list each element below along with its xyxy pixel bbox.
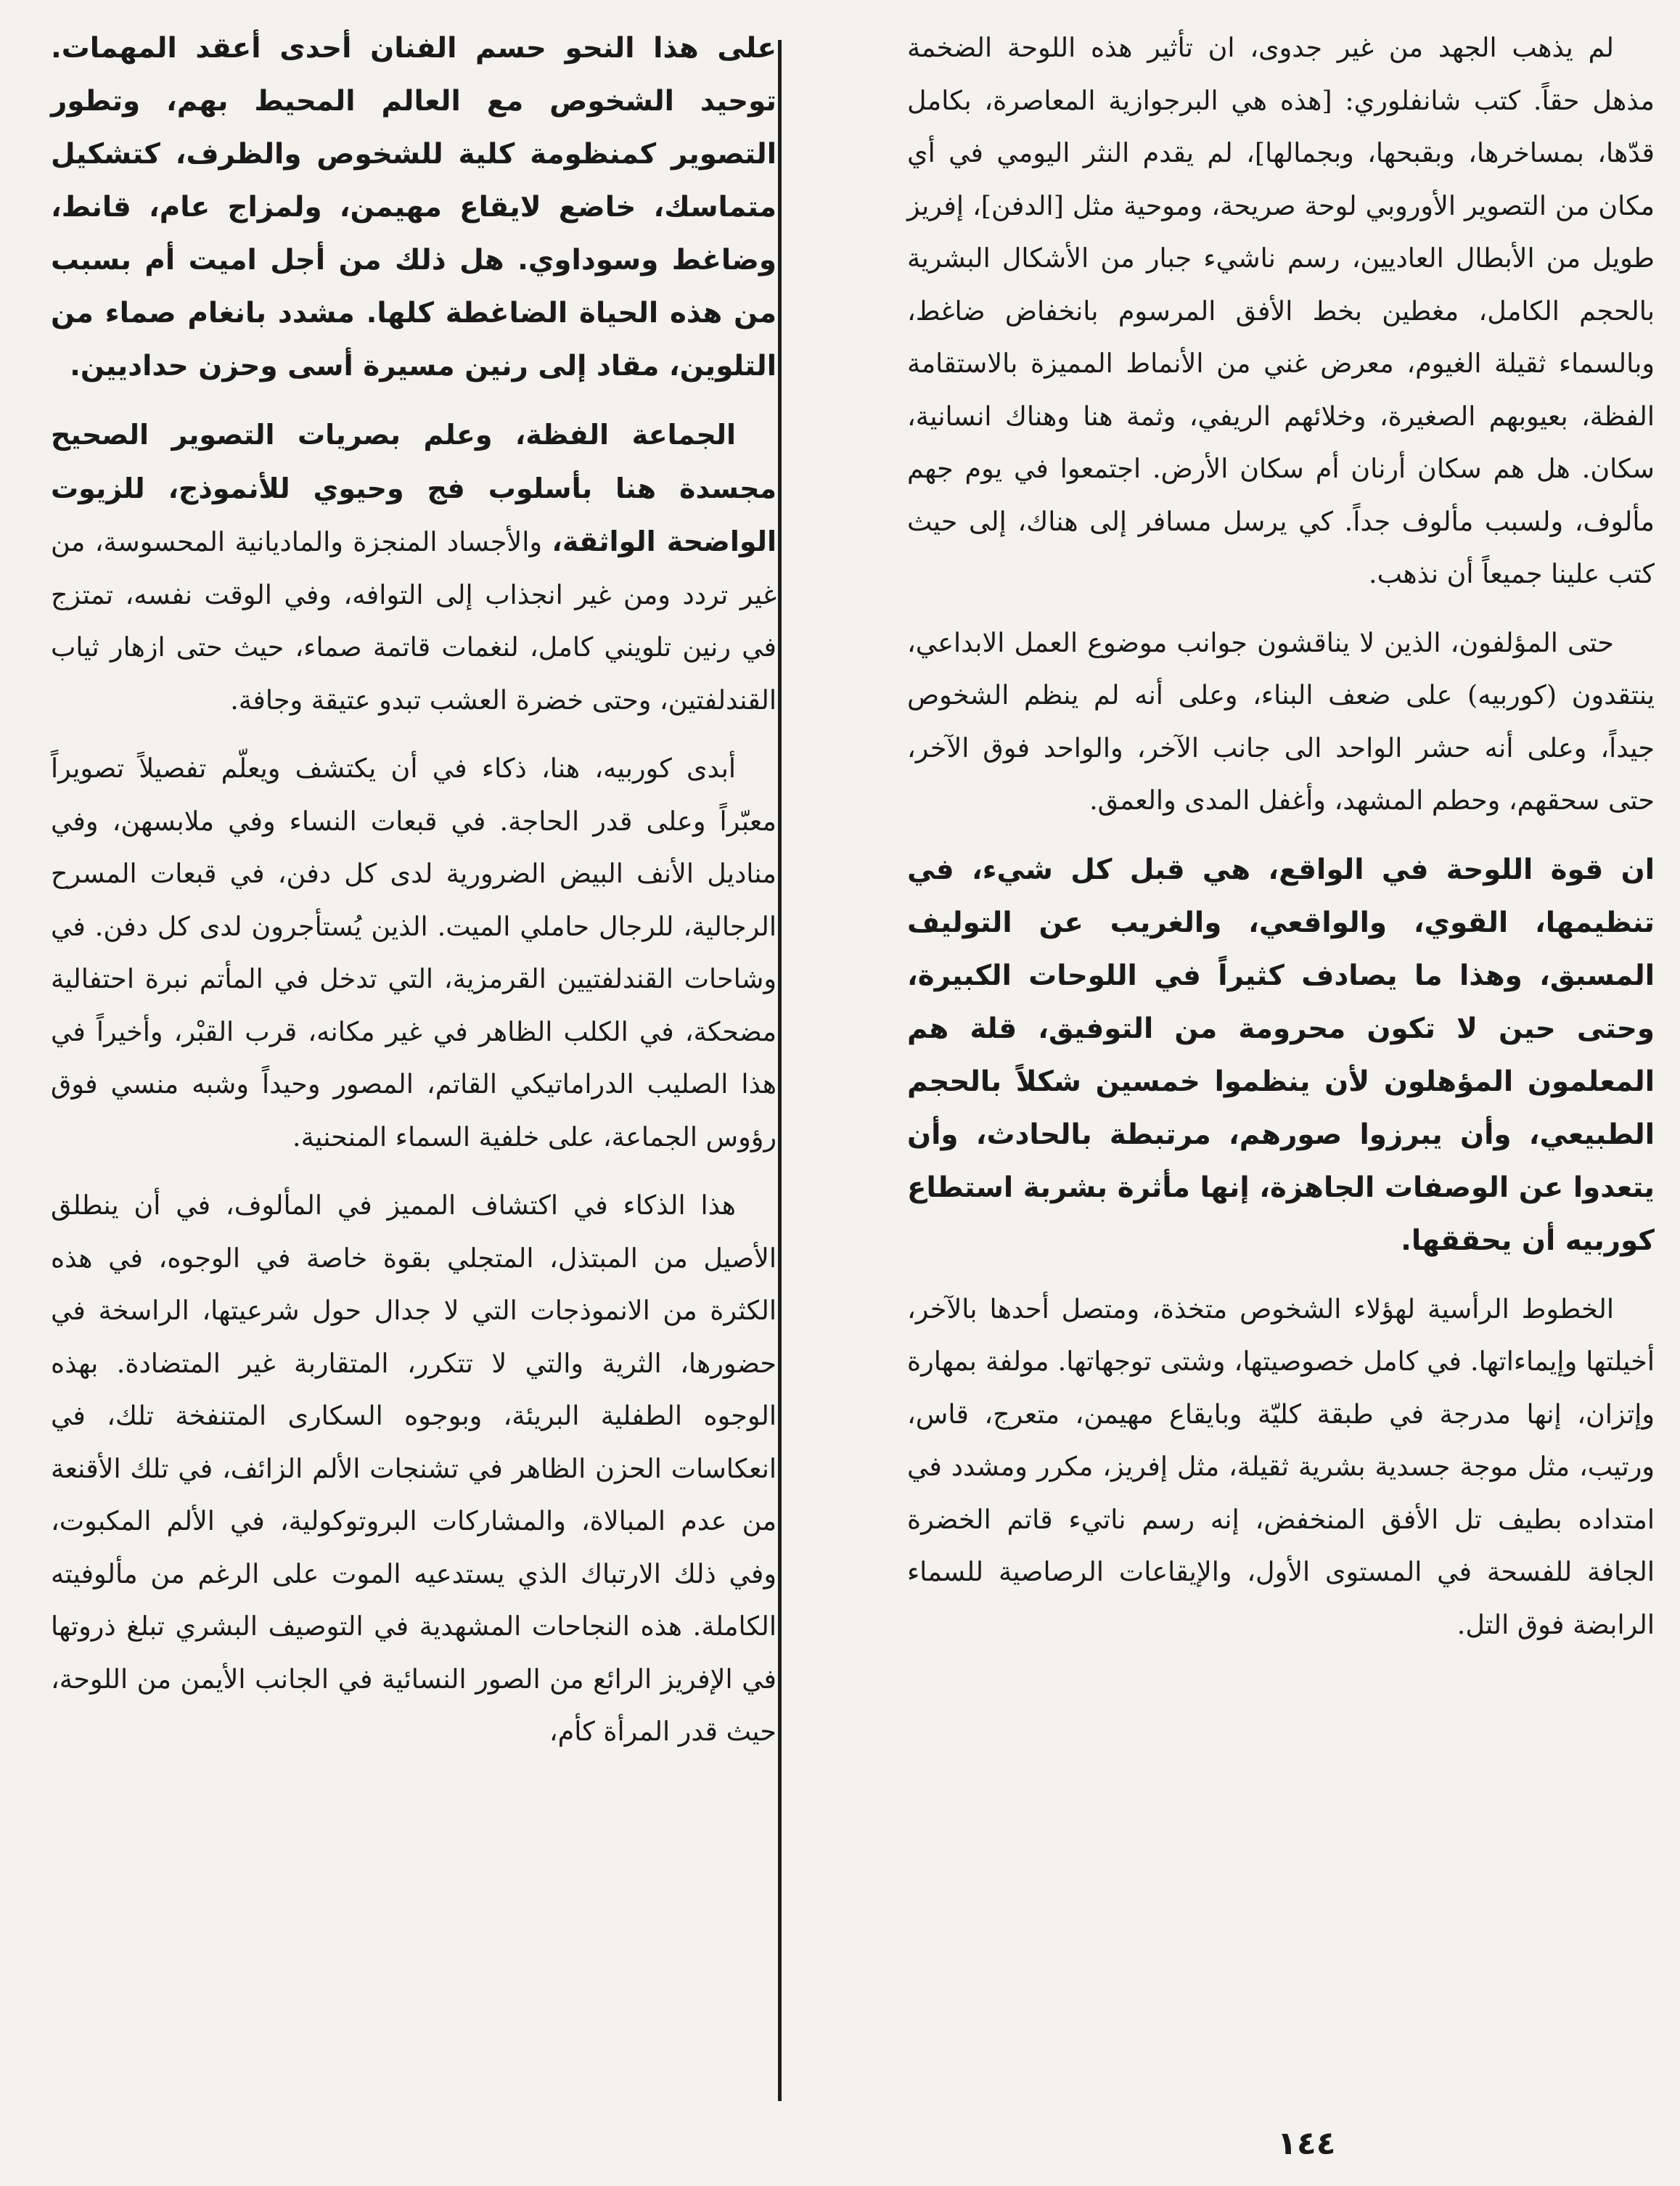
right-paragraph-1: لم يذهب الجهد من غير جدوى، ان تأثير هذه اللوحة الضخمة مذهل حقاً. كتب شانفلوري: [هذه هي البرجوازية المعاصرة، بكامل قدّها، بمساخرها، وبقبحها، وبجمالها]، لم يقدم النثر اليومي في أي مكان من التصوير الأوروبي لوحة صريحة، وموحية مثل [الدفن]، إفريز طويل من الأبطال العاديين، رسم ناشيء جبار من الأشكال البشرية بالحجم الكامل، مغطين بخط الأفق المرسوم بانخفاض ضاغط، وبالسماء ثقيلة الغيوم، معرض غني من الأنماط المميزة بالاستقامة الفظة، بعيوبهم الصغيرة، وخلائهم الريفي، وثمة هنا وهناك انسانية، سكان. هل هم سكان أرنان أم سكان الأرض. اجتمعوا في يوم جهم مألوف، ولسبب مألوف جداً. كي يرسل مسافر إلى هناك، إلى حيث كتب علينا جميعاً أن نذهب. bbox=[907, 32, 1655, 589]
right-paragraph-2: حتى المؤلفون، الذين لا يناقشون جوانب موضوع العمل الابداعي، ينتقدون (كوربيه) على ضعف البناء، وعلى أنه لم ينظم الشخوص جيداً، وعلى أنه حشر الواحد الى جانب الآخر، والواحد فوق الآخر، حتى سحقهم، وحطم المشهد، وأغفل المدى والعمق. bbox=[907, 626, 1655, 816]
right-paragraph-3-bold: ان قوة اللوحة في الواقع، هي قبل كل شيء، في تنظيمها، القوي، والواقعي، والغريب عن التوليف المسبق، وهذا ما يصادف كثيراً في اللوحات الكبيرة، وحتى حين لا تكون محرومة من التوفيق، قلة هم المعلمون المؤهلون لأن ينظموا خمسين شكلاً بالحجم الطبيعي، وأن يبرزوا صورهم، مرتبطة بالحادث، وأن يتعدوا عن الوصفات الجاهزة، إنها مأثرة بشربة استطاع كوربيه أن يحققها. bbox=[907, 853, 1655, 1257]
page-number: ١٤٤ bbox=[1277, 2125, 1336, 2162]
left-paragraph-2-bold-lead: الجماعة الفظة، وعلم بصريات التصوير الصحيح مجسدة هنا بأسلوب فج وحيوي للأنموذج، للزيوت الواضحة الواثقة، bbox=[51, 419, 777, 557]
right-paragraph-4: الخطوط الرأسية لهؤلاء الشخوص متخذة، ومتصل أحدها بالآخر، أخيلتها وإيماءاتها. في كامل خصوصيتها، وشتى توجهاتها. مولفة بمهارة وإتزان، إنها مدرجة في طبقة كليّة وبايقاع مهيمن، متعرج، قاس، ورتيب، مثل موجة جسدية بشرية ثقيلة، مثل إفريز، مكرر ومشدد في امتداده بطيف تل الأفق المنخفض، إنه رسم ناتيء قاتم الخضرة الجافة للفسحة في المستوى الأول، والإيقاعات الرصاصية للسماء الرابضة فوق التل. bbox=[907, 1293, 1655, 1640]
left-paragraph-4: هذا الذكاء في اكتشاف المميز في المألوف، في أن ينطلق الأصيل من المبتذل، المتجلي بقوة خاصة في الوجوه، في هذه الكثرة من الانموذجات التي لا جدال حول شرعيتها، الراسخة في حضورها، الثرية والتي لا تتكرر، المتقاربة غير المتضادة. بهذه الوجوه الطفلية البريئة، وبوجوه السكارى المتنفخة تلك، في انعكاسات الحزن الظاهر في تشنجات الألم الزائف، في تلك الأقنعة من عدم المبالاة، والمشاركات البروتوكولية، في الألم المكبوت، وفي ذلك الارتباك الذي يستدعيه الموت على الرغم من مألوفيته الكاملة. هذه النجاحات المشهدية في التوصيف البشري تبلغ ذروتها في الإفريز الرائع من الصور النسائية في الجانب الأيمن من اللوحة، حيث قدر المرأة كأم، bbox=[51, 1190, 777, 1747]
left-paragraph-2-rest: والأجساد المنجزة والمادیانية المحسوسة، من غير تردد ومن غير انجذاب إلى التوافه، وفي الوقت نفسه، تمتزج في رنين تلويني كامل، لنغمات قاتمة صماء، حيث حتى ازهار ثياب القندلفتين، وحتى خضرة العشب تبدو عتيقة وجافة. bbox=[51, 526, 777, 716]
left-paragraph-2 bbox=[51, 409, 777, 726]
right-column bbox=[907, 22, 1655, 1667]
left-paragraph-1-bold: على هذا النحو حسم الفنان أحدى أعقد المهمات. توحيد الشخوص مع العالم المحيط بهم، وتطور التصوير كمنظومة كلية للشخوص والظرف، كتشكيل متماسك، خاضع لايقاع مهيمن، ولمزاج عام، قانط، وضاغط وسوداوي. هل ذلك من أجل اميت أم بسبب من هذه الحياة الضاغطة كلها. مشدد بانغام صماء من التلوين، مقاد إلى رنين مسيرة أسى وحزن حداديين. bbox=[51, 32, 777, 382]
left-column bbox=[51, 22, 777, 1774]
column-divider bbox=[778, 40, 782, 2101]
left-paragraph-3: أبدى كوربيه، هنا، ذكاء في أن يكتشف ويعلّم تفصيلاً تصويراً معبّراً وعلى قدر الحاجة. في قبعات النساء وفي ملابسهن، وفي مناديل الأنف البيض الضرورية لدى كل دفن، في قبعات المسرح الرجالية، للرجال حاملي الميت. الذين يُستأجرون لدى كل دفن. في وشاحات القندلفتيين القرمزية، التي تدخل في المأتم نبرة احتفالية مضحكة، في الكلب الظاهر في غير مكانه، قرب القبْر، وأخيراً في هذا الصليب الدراماتيكي القاتم، المصور وحيداً وشبه منسي فوق رؤوس الجماعة، على خلفية السماء المنحنية. bbox=[51, 753, 777, 1153]
